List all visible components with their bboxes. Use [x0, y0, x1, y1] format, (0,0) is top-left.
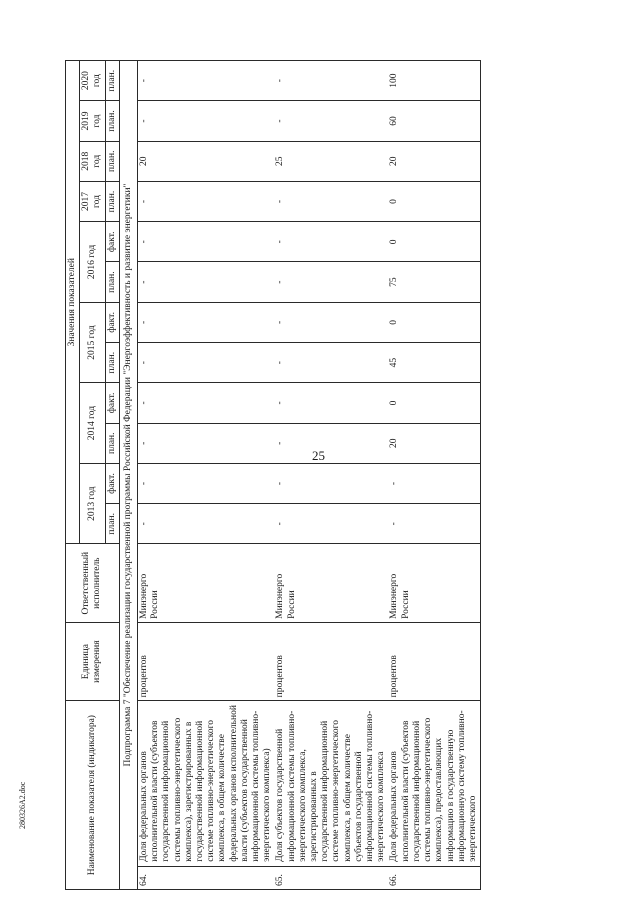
value-cell: - [274, 504, 388, 544]
header-plan: план. [105, 141, 119, 181]
header-2015: 2015 год [80, 302, 105, 383]
header-name: Наименование показателя (индикатора) [66, 701, 120, 890]
value-cell: - [274, 383, 388, 423]
value-cell: 20 [138, 141, 275, 181]
header-plan: план. [105, 101, 119, 141]
value-cell: 0 [388, 181, 480, 221]
value-cell: - [388, 463, 480, 503]
header-plan: план. [105, 262, 119, 302]
table-row [388, 61, 480, 890]
value-cell: 60 [388, 101, 480, 141]
header-plan: план. [105, 181, 119, 221]
executor-cell: Минэнерго России [274, 544, 388, 622]
value-cell: - [138, 101, 275, 141]
value-cell: - [388, 504, 480, 544]
value-cell: - [138, 463, 275, 503]
header-values: Значения показателей [66, 61, 80, 544]
value-cell: 25 [274, 141, 388, 181]
header-2013: 2013 год [80, 463, 105, 544]
header-plan: план. [105, 423, 119, 463]
value-cell: - [138, 343, 275, 383]
row-number: 65. [274, 866, 388, 889]
indicator-name: Доля федеральных органов исполнительной власти (субъектов государственной информационной системы топливно-энергетического комплекса), предоставляющих информацию в государственную информационную систему топливно-энергетического [388, 701, 480, 866]
header-fact: факт. [105, 463, 119, 503]
executor-cell: Минэнерго России [138, 544, 275, 622]
table-row [138, 61, 275, 890]
header-2014: 2014 год [80, 383, 105, 464]
executor-cell: Минэнерго России [388, 544, 480, 622]
unit-cell: процентов [138, 622, 275, 700]
header-fact: факт. [105, 222, 119, 262]
header-2017: 2017 год [80, 181, 105, 221]
header-plan: план. [105, 61, 119, 101]
header-2019: 2019 год [80, 101, 105, 141]
header-executor: Ответственный исполнитель [66, 544, 120, 622]
value-cell: 20 [388, 423, 480, 463]
indicator-name: Доля федеральных органов исполнительной власти (субъектов государственной информационной системы топливно-энергетического комплекса), зарегистрированных в государственной информационной системе топливно-энергетического комплекса, в общем количестве федеральных органов исполнительной власти (субъектов государственной информационной системы топливно-энергетического комплекса) [138, 701, 275, 866]
unit-cell: процентов [274, 622, 388, 700]
value-cell: 0 [388, 222, 480, 262]
table-row [274, 61, 388, 890]
value-cell: - [138, 61, 275, 101]
footer-filename: 280326A2.doc [18, 781, 27, 829]
value-cell: - [274, 262, 388, 302]
header-fact: факт. [105, 302, 119, 342]
header-plan: план. [105, 343, 119, 383]
header-row-1 [66, 61, 80, 890]
value-cell: - [138, 504, 275, 544]
value-cell: 75 [388, 262, 480, 302]
value-cell: - [274, 101, 388, 141]
value-cell: - [274, 61, 388, 101]
page-number: 25 [312, 448, 325, 463]
header-2020: 2020 год [80, 61, 105, 101]
rotated-table-sheet [65, 60, 610, 890]
value-cell: - [138, 262, 275, 302]
header-2016: 2016 год [80, 222, 105, 303]
value-cell: - [274, 302, 388, 342]
value-cell: 100 [388, 61, 480, 101]
value-cell: 0 [388, 383, 480, 423]
value-cell: 20 [388, 141, 480, 181]
subprogram-title: Подпрограмма 7 "Обеспечение реализации государственной программы Российской Федерации "Энергоэффективность и развитие энергетики" [119, 61, 137, 890]
indicators-table [65, 60, 481, 890]
header-2018: 2018 год [80, 141, 105, 181]
value-cell: - [274, 463, 388, 503]
value-cell: 45 [388, 343, 480, 383]
value-cell: - [138, 302, 275, 342]
value-cell: 0 [388, 302, 480, 342]
header-fact: факт. [105, 383, 119, 423]
value-cell: - [274, 423, 388, 463]
row-number: 66. [388, 866, 480, 889]
unit-cell: процентов [388, 622, 480, 700]
subprogram-row [119, 61, 137, 890]
header-unit: Единица измерения [66, 622, 120, 700]
value-cell: - [274, 343, 388, 383]
header-plan: план. [105, 504, 119, 544]
value-cell: - [138, 423, 275, 463]
value-cell: - [274, 222, 388, 262]
row-number: 64. [138, 866, 275, 889]
value-cell: - [274, 181, 388, 221]
value-cell: - [138, 222, 275, 262]
value-cell: - [138, 181, 275, 221]
value-cell: - [138, 383, 275, 423]
indicator-name: Доля субъектов государственной информационной системы топливно-энергетического комплекса, зарегистрированных в государственной информационной системе топливно-энергетического комплекса, в общем количестве субъектов государственной информационной системы топливно-энергетического комплекса [274, 701, 388, 866]
